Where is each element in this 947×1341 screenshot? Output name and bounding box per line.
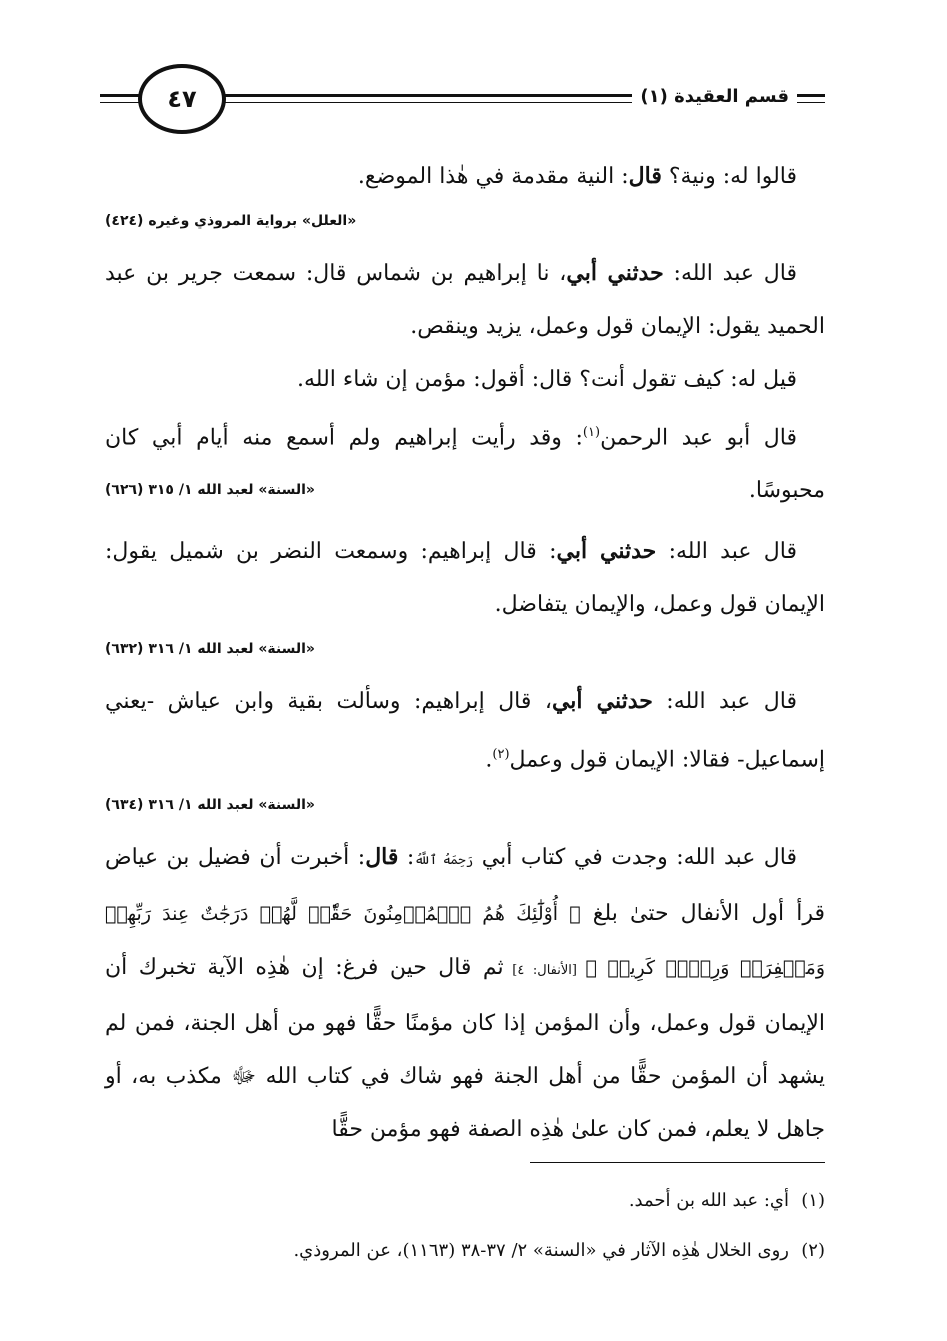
- text-span: : أخبرت أن فضيل بن عياض قرأ أول الأنفال حتىٰ بلغ: [105, 844, 825, 926]
- text-span: ثم قال حين فرغ: إن هٰذِه الآية تخبرك أن الإيمان قول وعمل، وأن المؤمن إذا كان مؤمنًا حقًّا فهو من أهل الجنة، فمن لم يشهد أن المؤمن حقًّا من أهل الجنة فهو شاك في كتاب الله: [105, 954, 825, 1089]
- text-span: : وقد رأيت إبراهيم ولم أسمع منه أيام أبي كان محبوسًا.: [105, 425, 825, 504]
- bold-span: حدثني أبي: [556, 538, 657, 565]
- text-span: قال عبد الله:: [652, 689, 797, 715]
- footnote-text: أي: عبد الله بن أحمد.: [628, 1190, 789, 1211]
- footnotes: [105, 1176, 825, 1276]
- bold-span: قال: [628, 163, 662, 189]
- text-span: قال عبد الله:: [663, 261, 797, 286]
- spacer: [105, 239, 825, 247]
- text-span: قال عبد الله:: [656, 539, 797, 565]
- honorific-mark: ﷻ: [231, 1063, 257, 1089]
- spacer: [105, 823, 825, 831]
- footnote-2: [105, 1226, 825, 1276]
- paragraph-3: [105, 525, 825, 631]
- footnote-separator: [530, 1162, 825, 1163]
- source-citation: «السنة» لعبد الله ١/ ٣١٦ (٦٣٢): [105, 641, 315, 658]
- text-span: : قال إبراهيم: وسمعت النضر بن شميل يقول: الإيمان قول وعمل، والإيمان يتفاضل.: [105, 539, 825, 618]
- source-citation: «السنة» لعبد الله ١/ ٣١٥ (٦٢٦): [105, 482, 315, 499]
- page-number: [138, 64, 226, 134]
- paragraph-2: [105, 247, 825, 353]
- text-span: ، نا إبراهيم بن شماس قال: سمعت جرير بن عبد الحميد يقول: الإيمان قول وعمل، يزيد وينقص.: [105, 261, 825, 339]
- page-number-text: ٤٧: [167, 85, 197, 113]
- footnote-1: [105, 1176, 825, 1226]
- source-citation: «العلل» برواية المروذي وغيره (٤٢٤): [105, 213, 357, 229]
- text-span: .: [485, 747, 493, 773]
- spacer: [105, 517, 825, 525]
- spacer: [105, 667, 825, 675]
- footnote-number: (٢): [801, 1240, 825, 1261]
- paragraph-2-line-3: [105, 406, 825, 517]
- paragraph-5: [105, 831, 825, 1156]
- text-span: قال عبد الله: وجدت في كتاب أبي: [473, 844, 798, 870]
- footnote-marker: (٢): [492, 747, 510, 763]
- bold-span: قال: [365, 843, 399, 870]
- quran-verse: ﴿ أُوْلَٰٓئِكَ هُمُ ٱلۡمُؤۡمِنُونَ حَقّٗاۚ لَّهُمۡ دَرَجَٰتٌ عِندَ رَبِّهِمۡ وَمَغۡفِرَةٞ وَرِزۡقٞ كَرِيمٞ ﴾: [105, 902, 826, 979]
- text-span: قال أبو عبد الرحمن: [600, 425, 797, 451]
- footnote-marker: (١): [582, 425, 601, 440]
- paragraph-2-line-2: قيل له: كيف تقول أنت؟ قال: أقول: مؤمن إن شاء الله.: [297, 367, 797, 392]
- text-span: : النية مقدمة في هٰذا الموضع.: [357, 164, 629, 189]
- honorific-mark: رَحِمَهُ ٱللَّهُ: [414, 852, 474, 868]
- bold-span: حدثني أبي: [551, 688, 653, 715]
- page-header: [100, 62, 825, 140]
- text-span: مكذب به، أو جاهل لا يعلم، فمن كان علىٰ هٰذِه الصفة فهو مؤمن حقًّا: [105, 1063, 825, 1142]
- verse-reference: [الأنفال: ٤]: [503, 962, 586, 978]
- footnote-number: (١): [801, 1190, 825, 1211]
- running-title: قسم العقيدة (١): [632, 86, 797, 107]
- text-span: قالوا له: ونية؟: [661, 164, 797, 189]
- text-span: :: [398, 844, 415, 870]
- text-span: ، قال إبراهيم: وسألت بقية وابن عياش -يعني إسماعيل- فقالا: الإيمان قول وعمل: [105, 689, 825, 773]
- main-text: [105, 150, 825, 1156]
- bold-span: حدثني أبي: [566, 260, 664, 286]
- paragraph-4: [105, 675, 825, 786]
- paragraph-1: [105, 150, 825, 203]
- source-citation: «السنة» لعبد الله ١/ ٣١٦ (٦٣٤): [105, 796, 315, 813]
- footnote-text: روى الخلال هٰذِه الآثار في «السنة» ٢/ ٣٧-٣٨ (١١٦٣)، عن المروذي.: [293, 1240, 789, 1261]
